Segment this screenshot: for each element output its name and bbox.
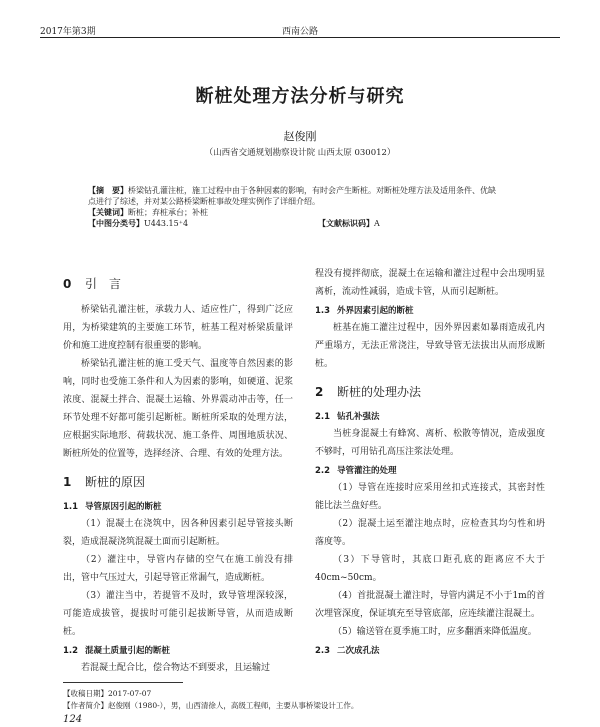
- subsection-2-3-heading: 2.3 二次成孔法: [315, 646, 380, 656]
- abstract-text: 桥梁钻孔灌注桩，施工过程中由于各种因素的影响，有时会产生断桩。对断桩处理方法及适用条件、优缺点进行了综述，并对某公路桥梁断桩事故处理实例作了详细介绍。: [88, 186, 496, 206]
- paragraph: （5）输送管在夏季施工时，应多翻洒来降低温度。: [333, 627, 537, 637]
- running-header: [40, 22, 560, 38]
- section-2-heading: 2 断桩的处理办法: [315, 385, 422, 399]
- clc-label: 【中图分类号】: [88, 218, 144, 228]
- section-1-heading: 1 断桩的原因: [63, 475, 146, 489]
- keywords-text: 断桩；弃桩承台；补桩: [128, 208, 208, 217]
- keywords: [88, 207, 502, 218]
- abstract: [88, 185, 502, 207]
- paragraph: 当桩身混凝土有蜂窝、离析、松散等情况，造成强度不够时，可用钻孔高压注浆法处理。: [315, 429, 545, 457]
- abstract-block: [88, 185, 502, 229]
- left-column: [63, 265, 293, 677]
- issue-label: 2017年第3期: [40, 27, 96, 37]
- page-number: 124: [63, 714, 83, 725]
- classification: [88, 218, 502, 229]
- paragraph: 桥梁钻孔灌注桩的施工受天气、温度等自然因素的影响，同时也受施工条件和人为因素的影响，如硬道、泥浆浓度、混凝土拌合、混凝土运输、外界震动冲击等，任一环节处理不好都可能引起断桩。断桩所采取的处理方法，应根据实际地形、荷载状况、施工条件、周围地质状况、断桩所处的位置等，选择经济、合理、有效的处理方法。: [63, 359, 293, 459]
- paragraph: （2）混凝土运至灌注地点时，应检查其均匀性和坍落度等。: [315, 519, 545, 547]
- subsection-2-1-heading: 2.1 钻孔补强法: [315, 412, 380, 422]
- journal-name: 西南公路: [281, 27, 318, 37]
- paragraph: （3）下导管时，其底口距孔底的距离应不大于40cm~50cm。: [315, 555, 545, 583]
- footnote-received: 【收稿日期】2017-07-07: [63, 689, 152, 698]
- footnote-author: 【作者简介】赵俊刚（1980-），男，山西清徐人，高级工程师，主要从事桥梁设计工作。: [63, 701, 359, 710]
- paragraph: 程没有搅拌彻底，混凝土在运输和灌注过程中会出现明显离析，流动性减弱，造成卡管，从而引起断桩。: [315, 269, 545, 297]
- subsection-2-2-heading: 2.2 导管灌注的处理: [315, 466, 397, 476]
- clc-value: U443.15⁺4: [144, 219, 189, 228]
- right-column: [315, 265, 545, 659]
- section-0-heading: 0 引 言: [63, 277, 122, 291]
- abstract-label: 【摘 要】: [88, 185, 128, 195]
- doc-code-value: A: [374, 219, 380, 228]
- affiliation: （山西省交通规划勘察设计院 山西太原 030012）: [204, 148, 396, 158]
- paper-title: 断桩处理方法分析与研究: [195, 86, 405, 107]
- paragraph: （1）混凝土在浇筑中，因各种因素引起导管接头断裂，造成混凝浇筑混凝土面而引起断桩。: [63, 519, 293, 547]
- author: 赵俊刚: [283, 130, 317, 143]
- subsection-1-1-heading: 1.1 导管原因引起的断桩: [63, 502, 162, 512]
- paragraph: （1）导管在连接时应采用丝扣式连接式，其密封性能比法兰盘好些。: [315, 483, 545, 511]
- footnote-rule: [63, 682, 183, 683]
- keywords-label: 【关键词】: [88, 207, 128, 217]
- subsection-1-2-heading: 1.2 混凝土质量引起的断桩: [63, 646, 171, 656]
- paragraph: 桥梁钻孔灌注桩，承载力人、适应性广，得到广泛应用，为桥梁建筑的主要施工环节，桩基工程对桥梁质量评价和施工进度控制有很重要的影响。: [63, 305, 293, 351]
- subsection-1-3-heading: 1.3 外界因素引起的断桩: [315, 306, 414, 316]
- doc-code-label: 【文献标识码】: [318, 218, 374, 228]
- paragraph: （2）灌注中，导管内存储的空气在施工前没有排出，管中气压过大，引起导管正常漏气，造成断桩。: [63, 555, 293, 583]
- paragraph: （4）首批混凝土灌注时，导管内满足不小于1m的首次埋管深度，保证填充至导管底部，应连续灌注混凝土。: [315, 591, 545, 619]
- header-rule: [40, 37, 560, 38]
- paragraph: 若混凝土配合比，偿合物达不到要求，且运输过: [81, 663, 271, 673]
- paragraph: （3）灌注当中，若提管不及时，致导管埋深较深，可能造成拔管，提拔时可能引起拔断导管，从而造成断桩。: [63, 591, 293, 637]
- paragraph: 桩基在施工灌注过程中，因外界因素如暴雨造成孔内严重塌方，无法正常浇注，导致导管无法拔出从而形成断桩。: [315, 323, 545, 369]
